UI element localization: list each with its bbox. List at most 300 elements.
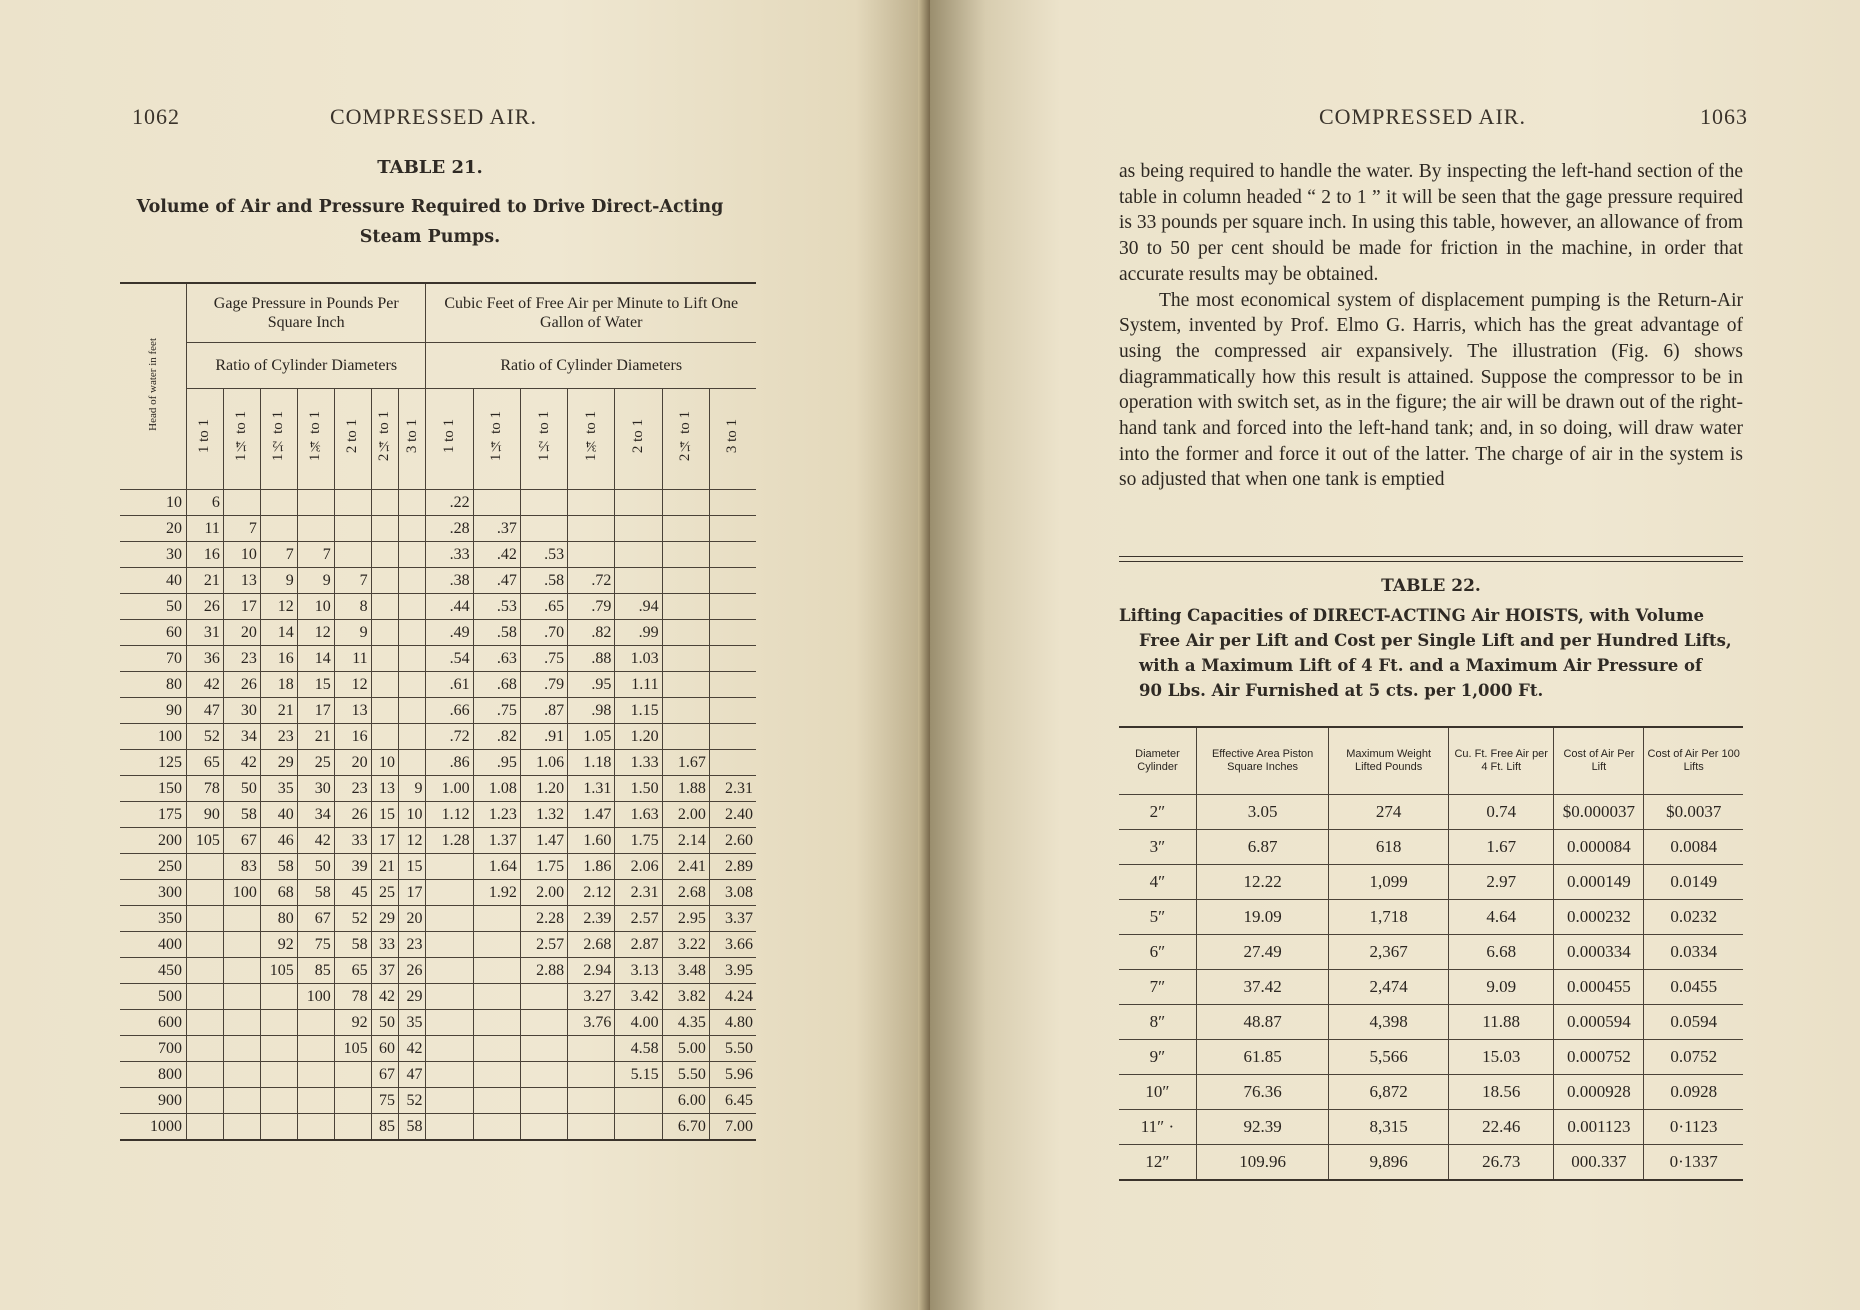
ratio-col-header: 1 to 1	[426, 389, 473, 490]
right-running-head: COMPRESSED AIR.	[1319, 104, 1526, 129]
table22-title-line2: Free Air per Lift and Cost per Single Lift and per Hundred Lifts,	[1139, 631, 1732, 650]
table-cell: 15	[399, 854, 426, 880]
table-cell	[223, 1062, 260, 1088]
table-cell	[473, 958, 520, 984]
table-cell: 2,474	[1329, 970, 1449, 1005]
table-cell: .72	[426, 724, 473, 750]
table-cell: 12	[334, 672, 371, 698]
table21-title-line1: Volume of Air and Pressure Required to Drive Direct-Acting	[136, 197, 724, 217]
table-cell	[662, 724, 709, 750]
table-cell: 1.75	[615, 828, 662, 854]
table-cell: 7.00	[709, 1114, 756, 1141]
table-cell	[426, 1114, 473, 1141]
table-cell	[399, 750, 426, 776]
table21-label: TABLE 21.	[377, 157, 483, 178]
table-cell	[426, 958, 473, 984]
table-cell: 0.000928	[1554, 1075, 1644, 1110]
ratio-col-header: 1¾ to 1	[297, 389, 334, 490]
table-cell: 4″	[1119, 865, 1196, 900]
table-cell	[399, 516, 426, 542]
table-cell: 1.12	[426, 802, 473, 828]
table-cell: 5.15	[615, 1062, 662, 1088]
table-cell: 0.000084	[1554, 830, 1644, 865]
head-of-water-cell: 1000	[120, 1114, 187, 1141]
table-cell	[520, 1088, 567, 1114]
table-cell: 2.06	[615, 854, 662, 880]
table-cell: 78	[187, 776, 224, 802]
table-cell: 000.337	[1554, 1145, 1644, 1181]
cubic-feet-header: Cubic Feet of Free Air per Minute to Lift One Gallon of Water	[426, 283, 756, 343]
table-cell	[187, 958, 224, 984]
table-cell	[426, 906, 473, 932]
table-cell: 80	[260, 906, 297, 932]
table-cell: 16	[260, 646, 297, 672]
table-cell: .75	[473, 698, 520, 724]
table-cell: 11	[334, 646, 371, 672]
table-cell: 2.31	[709, 776, 756, 802]
table-cell: 618	[1329, 830, 1449, 865]
table21-title-line2: Steam Pumps.	[359, 227, 501, 247]
table-cell: $0.0037	[1644, 795, 1743, 830]
table-cell	[426, 932, 473, 958]
table-cell	[662, 568, 709, 594]
table-cell	[568, 516, 615, 542]
table-cell: 14	[297, 646, 334, 672]
table-cell: 6.45	[709, 1088, 756, 1114]
table-cell	[568, 542, 615, 568]
table-cell: 52	[334, 906, 371, 932]
table-cell: 33	[334, 828, 371, 854]
table-cell: 5″	[1119, 900, 1196, 935]
table-cell	[520, 1036, 567, 1062]
table-cell: 26	[223, 672, 260, 698]
table-cell: 9	[334, 620, 371, 646]
table-row	[120, 646, 756, 672]
ratio-col-header: 1½ to 1	[520, 389, 567, 490]
table-cell: 3.22	[662, 932, 709, 958]
paragraph-2: The most economical system of displacement pumping is the Return-Air System, invented by Prof. Elmo G. Harris, which has the great advantage of using the compressed air expansively. The illustration (Fig. 6) shows diagrammatically how this result is attained. Suppose the compressor to be in operation with switch set, as in the figure; the air will be drawn out of the right-hand tank and forced into the left-hand tank; and, in so doing, will draw water into the former and force it out of the latter. The charge of air in the system is so adjusted that when one tank is emptied	[1119, 289, 1743, 491]
divider-bottom	[1119, 561, 1743, 562]
head-of-water-cell: 200	[120, 828, 187, 854]
table-cell	[223, 1088, 260, 1114]
divider-top	[1119, 556, 1743, 557]
table-cell	[371, 594, 398, 620]
table-cell: 12.22	[1196, 865, 1328, 900]
table22-title-line1: Lifting Capacities of DIRECT-ACTING Air HOISTS, with Volume	[1119, 606, 1705, 625]
table-cell: 92	[334, 1010, 371, 1036]
table-cell: 0.0149	[1644, 865, 1743, 900]
table-cell	[297, 1114, 334, 1141]
table-cell: 3.08	[709, 880, 756, 906]
table-row	[120, 828, 756, 854]
table-cell: 47	[187, 698, 224, 724]
table-cell: .98	[568, 698, 615, 724]
table-cell: 21	[260, 698, 297, 724]
table-cell: 1.47	[520, 828, 567, 854]
table-cell	[223, 1036, 260, 1062]
table-cell	[223, 490, 260, 516]
table-cell: .58	[520, 568, 567, 594]
table-cell	[223, 984, 260, 1010]
table-cell: 1.92	[473, 880, 520, 906]
table-cell: 0·1337	[1644, 1145, 1743, 1181]
head-of-water-cell: 250	[120, 854, 187, 880]
table-cell: 67	[371, 1062, 398, 1088]
table-cell: 0.000455	[1554, 970, 1644, 1005]
table-cell	[662, 594, 709, 620]
table-cell: 0.0455	[1644, 970, 1743, 1005]
table-cell	[297, 516, 334, 542]
table-row	[1119, 1075, 1743, 1110]
head-of-water-cell: 350	[120, 906, 187, 932]
table-cell: 14	[260, 620, 297, 646]
table-cell: 12	[260, 594, 297, 620]
table-cell: 7	[260, 542, 297, 568]
table-cell: 6.70	[662, 1114, 709, 1141]
table-cell	[662, 672, 709, 698]
table-cell	[473, 984, 520, 1010]
table-cell: 12	[399, 828, 426, 854]
ratio-col-header: 1½ to 1	[260, 389, 297, 490]
table-cell: 34	[223, 724, 260, 750]
table-cell: 75	[297, 932, 334, 958]
table-cell: 8,315	[1329, 1110, 1449, 1145]
table-cell: 29	[399, 984, 426, 1010]
table-cell	[615, 490, 662, 516]
table-cell: 26.73	[1449, 1145, 1554, 1181]
table-cell	[187, 906, 224, 932]
table-cell: 1.28	[426, 828, 473, 854]
table-cell	[371, 672, 398, 698]
table-cell: 1,099	[1329, 865, 1449, 900]
table-cell: 26	[187, 594, 224, 620]
table-cell: 15	[297, 672, 334, 698]
table-row	[120, 516, 756, 542]
table-cell: 3.48	[662, 958, 709, 984]
table-cell	[568, 1088, 615, 1114]
table-cell: .75	[520, 646, 567, 672]
table-cell: .61	[426, 672, 473, 698]
table-cell: 9″	[1119, 1040, 1196, 1075]
table-cell: 10	[297, 594, 334, 620]
table-cell: 52	[399, 1088, 426, 1114]
table-row	[1119, 1145, 1743, 1181]
table-cell: 61.85	[1196, 1040, 1328, 1075]
table-cell	[568, 1036, 615, 1062]
table-cell	[709, 568, 756, 594]
table-cell: 4.58	[615, 1036, 662, 1062]
table-cell: 1.37	[473, 828, 520, 854]
table-cell: .42	[473, 542, 520, 568]
table-cell	[426, 880, 473, 906]
table-row	[120, 568, 756, 594]
table-cell	[709, 594, 756, 620]
table-cell	[371, 698, 398, 724]
table-cell	[615, 516, 662, 542]
table-row	[120, 1010, 756, 1036]
table-cell	[709, 724, 756, 750]
table-cell	[426, 854, 473, 880]
table-cell: 1.33	[615, 750, 662, 776]
table-cell: 85	[297, 958, 334, 984]
table22-label: TABLE 22.	[1381, 576, 1481, 596]
table-cell: 58	[334, 932, 371, 958]
head-of-water-cell: 800	[120, 1062, 187, 1088]
table-cell: .63	[473, 646, 520, 672]
table-cell: 6	[187, 490, 224, 516]
table-cell: 13	[223, 568, 260, 594]
table-cell	[426, 1036, 473, 1062]
table-cell: .70	[520, 620, 567, 646]
table-row	[1119, 935, 1743, 970]
head-of-water-cell: 900	[120, 1088, 187, 1114]
table-cell: 4.24	[709, 984, 756, 1010]
table-cell: 1.18	[568, 750, 615, 776]
table-cell: .91	[520, 724, 567, 750]
table-row	[120, 1036, 756, 1062]
table-cell: 5,566	[1329, 1040, 1449, 1075]
table-cell: 52	[187, 724, 224, 750]
table-cell: 16	[334, 724, 371, 750]
table-cell: 85	[371, 1114, 398, 1141]
table-cell: 3.66	[709, 932, 756, 958]
table-cell: 42	[297, 828, 334, 854]
table-cell: 100	[297, 984, 334, 1010]
gage-pressure-header: Gage Pressure in Pounds Per Square Inch	[187, 283, 426, 343]
table-cell: 6.00	[662, 1088, 709, 1114]
table-cell: 8	[334, 594, 371, 620]
table-cell	[568, 1114, 615, 1141]
table-row	[1119, 1005, 1743, 1040]
table-cell	[297, 1010, 334, 1036]
table-cell: .49	[426, 620, 473, 646]
table-cell: 10	[223, 542, 260, 568]
table-cell: 1.31	[568, 776, 615, 802]
table-cell: 3.13	[615, 958, 662, 984]
table22-col-header: Cost of Air Per 100 Lifts	[1644, 727, 1743, 795]
table-cell: 29	[371, 906, 398, 932]
ratio-col-header: 3 to 1	[709, 389, 756, 490]
table-cell: 68	[260, 880, 297, 906]
head-of-water-cell: 300	[120, 880, 187, 906]
table-row	[1119, 900, 1743, 935]
table-row	[120, 594, 756, 620]
table-cell: 42	[371, 984, 398, 1010]
table-cell: 47	[399, 1062, 426, 1088]
table-cell: 2.68	[662, 880, 709, 906]
head-of-water-cell: 500	[120, 984, 187, 1010]
table-cell: 1.50	[615, 776, 662, 802]
table-cell	[223, 1114, 260, 1141]
table-cell: 5.50	[709, 1036, 756, 1062]
table-cell: 20	[399, 906, 426, 932]
table-cell: .95	[473, 750, 520, 776]
table-cell	[399, 542, 426, 568]
table-cell	[520, 490, 567, 516]
table-cell: 26	[334, 802, 371, 828]
table-cell: 2.40	[709, 802, 756, 828]
table-cell: 2.00	[520, 880, 567, 906]
table-cell: 6″	[1119, 935, 1196, 970]
table-cell: .79	[568, 594, 615, 620]
head-of-water-cell: 10	[120, 490, 187, 516]
table-cell: 11.88	[1449, 1005, 1554, 1040]
table-cell: 1.88	[662, 776, 709, 802]
table-cell	[399, 724, 426, 750]
table22-col-header: Cu. Ft. Free Air per 4 Ft. Lift	[1449, 727, 1554, 795]
table-cell	[334, 1062, 371, 1088]
table-cell: 42	[399, 1036, 426, 1062]
table-cell: 18	[260, 672, 297, 698]
table-cell: 11″ ·	[1119, 1110, 1196, 1145]
head-of-water-cell: 40	[120, 568, 187, 594]
table-cell	[399, 490, 426, 516]
table-row	[120, 906, 756, 932]
table21-body	[120, 490, 756, 1141]
table-cell: 105	[260, 958, 297, 984]
table-cell: 23	[399, 932, 426, 958]
table-cell	[187, 1114, 224, 1141]
table-cell	[334, 542, 371, 568]
table-cell: 13	[371, 776, 398, 802]
table-cell: 2.94	[568, 958, 615, 984]
ratio-header-right: Ratio of Cylinder Diameters	[426, 343, 756, 389]
table-cell: 3.76	[568, 1010, 615, 1036]
table-cell	[223, 906, 260, 932]
table-cell: 17	[371, 828, 398, 854]
table-cell: 0.0084	[1644, 830, 1743, 865]
table-cell	[615, 1114, 662, 1141]
table-cell: 105	[187, 828, 224, 854]
table-cell: .54	[426, 646, 473, 672]
table-cell	[520, 516, 567, 542]
table-cell: 1.05	[568, 724, 615, 750]
head-of-water-cell: 150	[120, 776, 187, 802]
table-cell: 35	[399, 1010, 426, 1036]
table-cell: 4,398	[1329, 1005, 1449, 1040]
table-cell: .95	[568, 672, 615, 698]
table-cell: 11	[187, 516, 224, 542]
table-cell: 3.42	[615, 984, 662, 1010]
table-cell: 27.49	[1196, 935, 1328, 970]
table-cell	[473, 906, 520, 932]
table-cell: 42	[223, 750, 260, 776]
table-cell: 9	[399, 776, 426, 802]
table-cell: 10	[371, 750, 398, 776]
table-cell: 25	[297, 750, 334, 776]
table-cell: 9	[297, 568, 334, 594]
table-cell: 17	[399, 880, 426, 906]
table22-col-header: Effective Area Piston Square Inches	[1196, 727, 1328, 795]
table-row	[120, 932, 756, 958]
table-cell	[709, 620, 756, 646]
table-cell	[709, 646, 756, 672]
table-cell: 75	[371, 1088, 398, 1114]
head-of-water-cell: 400	[120, 932, 187, 958]
table-cell: 2.41	[662, 854, 709, 880]
table-cell: 3″	[1119, 830, 1196, 865]
table-row	[1119, 865, 1743, 900]
table-cell	[615, 568, 662, 594]
table-row	[120, 672, 756, 698]
table-cell: 50	[223, 776, 260, 802]
table-cell: 0.0594	[1644, 1005, 1743, 1040]
head-of-water-header: Head of water in feet	[120, 283, 187, 490]
table-cell: 92.39	[1196, 1110, 1328, 1145]
table-cell	[371, 646, 398, 672]
table-cell: 20	[334, 750, 371, 776]
head-of-water-cell: 50	[120, 594, 187, 620]
table-cell: 7	[223, 516, 260, 542]
table-cell: .44	[426, 594, 473, 620]
table-cell	[520, 1114, 567, 1141]
table22-header-row	[1119, 727, 1743, 795]
table-cell: 1.20	[520, 776, 567, 802]
head-of-water-cell: 700	[120, 1036, 187, 1062]
table-cell	[260, 1062, 297, 1088]
head-of-water-cell: 20	[120, 516, 187, 542]
table-row	[120, 698, 756, 724]
table-cell: 2.97	[1449, 865, 1554, 900]
table-row	[1119, 970, 1743, 1005]
table-cell: 2.95	[662, 906, 709, 932]
table-cell: 0·1123	[1644, 1110, 1743, 1145]
table-cell	[334, 516, 371, 542]
table-cell: 19.09	[1196, 900, 1328, 935]
table-cell: 23	[260, 724, 297, 750]
table-cell: 4.00	[615, 1010, 662, 1036]
table-cell: 1.86	[568, 854, 615, 880]
table-cell: 17	[297, 698, 334, 724]
table-row	[120, 1114, 756, 1141]
table-cell: 9	[260, 568, 297, 594]
table-cell: 15.03	[1449, 1040, 1554, 1075]
table-cell: 37	[371, 958, 398, 984]
table-cell: 39	[334, 854, 371, 880]
table-21	[120, 282, 756, 1141]
table-row	[1119, 1040, 1743, 1075]
table-cell: 3.05	[1196, 795, 1328, 830]
table-row	[120, 724, 756, 750]
table-cell	[426, 1062, 473, 1088]
table-cell: 48.87	[1196, 1005, 1328, 1040]
table-cell	[223, 1010, 260, 1036]
table-cell: 0.000334	[1554, 935, 1644, 970]
table-cell: 36	[187, 646, 224, 672]
table-cell	[371, 620, 398, 646]
table-cell: 5.96	[709, 1062, 756, 1088]
table-cell: 0.000232	[1554, 900, 1644, 935]
table-cell: 3.27	[568, 984, 615, 1010]
table-cell	[709, 490, 756, 516]
left-running-head: COMPRESSED AIR.	[330, 104, 537, 129]
table22-body	[1119, 795, 1743, 1181]
paragraph-1: as being required to handle the water. By inspecting the left-hand section of the table in column headed “ 2 to 1 ” it will be seen that the gage pressure required is 33 pounds per square inch. In using this table, however, an allowance of from 30 to 50 per cent should be made for friction in the machine, in order that accurate results may be obtained.	[1119, 161, 1743, 285]
table-cell: 1.60	[568, 828, 615, 854]
head-of-water-cell: 90	[120, 698, 187, 724]
table-cell: .87	[520, 698, 567, 724]
table-row	[120, 958, 756, 984]
table-cell: 2.39	[568, 906, 615, 932]
table-cell: 1.63	[615, 802, 662, 828]
table-cell: 7	[297, 542, 334, 568]
table-cell: .37	[473, 516, 520, 542]
table-cell	[187, 1088, 224, 1114]
table-cell	[260, 984, 297, 1010]
table-cell	[473, 1010, 520, 1036]
table-cell: 4.35	[662, 1010, 709, 1036]
table-cell: 17	[223, 594, 260, 620]
